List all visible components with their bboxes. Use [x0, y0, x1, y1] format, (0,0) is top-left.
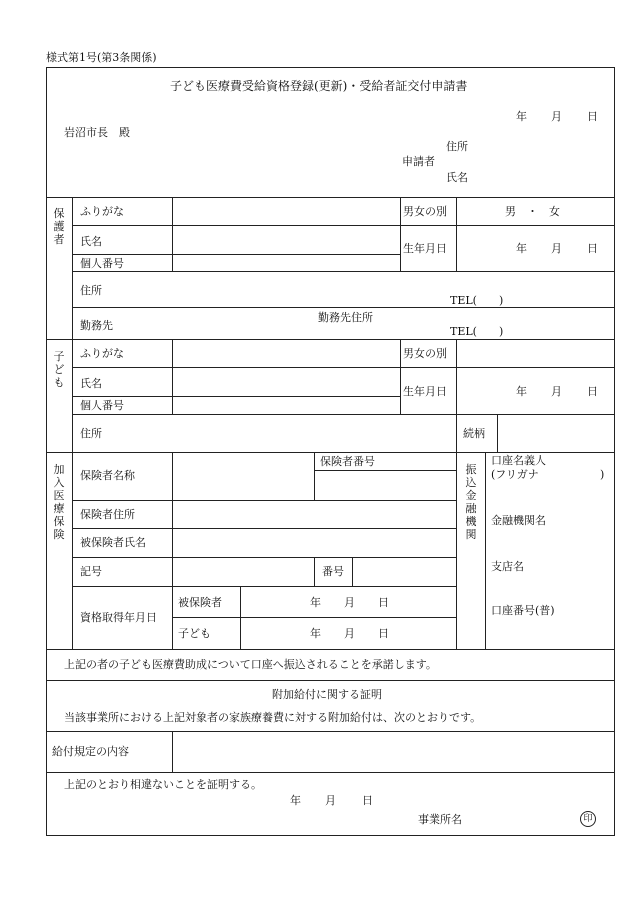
- insurer-name-label: 保険者名称: [80, 469, 135, 482]
- acquired-child-year: 年: [310, 627, 321, 640]
- applicant-label: 申請者: [402, 155, 435, 168]
- guardian-work-tel: TEL( ): [450, 325, 504, 338]
- guardian-sex-label: 男女の別: [403, 205, 447, 218]
- benefit-content-label: 給付規定の内容: [52, 745, 129, 758]
- number-label: 番号: [322, 565, 344, 578]
- insurance-section-label: 加入医療保険: [53, 463, 65, 541]
- child-name-label: 氏名: [80, 377, 102, 390]
- branch-label: 支店名: [491, 560, 524, 573]
- acquired-insured-year: 年: [310, 596, 321, 609]
- certificate-statement: 当該事業所における上記対象者の家族療養費に対する附加給付は、次のとおりです。: [64, 711, 482, 724]
- child-birth-month: 月: [551, 385, 562, 398]
- certificate-title: 附加給付に関する証明: [272, 688, 382, 701]
- insured-name-label: 被保険者氏名: [80, 536, 146, 549]
- addressee: 岩沼市長 殿: [64, 126, 130, 139]
- child-furigana-label: ふりがな: [80, 347, 124, 360]
- date-day-label: 日: [587, 110, 598, 123]
- attest-year: 年: [290, 794, 301, 807]
- child-section-label: 子ども: [53, 350, 65, 389]
- account-holder-label: 口座名義人: [491, 454, 546, 467]
- guardian-sex-options: 男 ・ 女: [505, 205, 560, 218]
- guardian-mynumber-label: 個人番号: [80, 257, 124, 270]
- form-title: 子ども医療費受給資格登録(更新)・受給者証交付申請書: [170, 79, 468, 93]
- acquired-child-month: 月: [344, 627, 355, 640]
- child-birth-day: 日: [587, 385, 598, 398]
- guardian-section-label: 保護者: [53, 207, 65, 246]
- account-holder-kana-close: ): [600, 468, 605, 481]
- child-address-label: 住所: [80, 427, 102, 440]
- guardian-furigana-label: ふりがな: [80, 205, 124, 218]
- guardian-workplace-address-label: 勤務先住所: [318, 311, 373, 324]
- attest-month: 月: [325, 794, 336, 807]
- child-sex-label: 男女の別: [403, 347, 447, 360]
- symbol-label: 記号: [80, 565, 102, 578]
- acquired-child-label: 子ども: [178, 627, 211, 640]
- guardian-workplace-label: 勤務先: [80, 319, 113, 332]
- guardian-address-label: 住所: [80, 284, 102, 297]
- applicant-address-label: 住所: [446, 140, 468, 153]
- office-name-label: 事業所名: [418, 813, 462, 826]
- guardian-birth-label: 生年月日: [403, 242, 447, 255]
- seal-mark: 印: [580, 811, 596, 827]
- acquired-insured-label: 被保険者: [178, 596, 222, 609]
- acquired-insured-day: 日: [378, 596, 389, 609]
- attest-text: 上記のとおり相違ないことを証明する。: [64, 778, 262, 791]
- form-number: 様式第1号(第3条関係): [46, 51, 157, 64]
- applicant-name-label: 氏名: [446, 171, 468, 184]
- bank-section-label: 振込金融機関: [465, 463, 477, 541]
- acquired-date-label: 資格取得年月日: [80, 611, 157, 624]
- child-mynumber-label: 個人番号: [80, 399, 124, 412]
- acquired-child-day: 日: [378, 627, 389, 640]
- bank-name-label: 金融機関名: [491, 514, 546, 527]
- account-holder-kana-label: (フリガナ: [491, 468, 539, 481]
- consent-text: 上記の者の子ども医療費助成について口座へ振込されることを承諾します。: [64, 658, 437, 671]
- attest-day: 日: [362, 794, 373, 807]
- child-relationship-label: 続柄: [463, 427, 485, 440]
- guardian-birth-day: 日: [587, 242, 598, 255]
- child-birth-label: 生年月日: [403, 385, 447, 398]
- date-year-label: 年: [516, 110, 527, 123]
- guardian-birth-year: 年: [516, 242, 527, 255]
- guardian-birth-month: 月: [551, 242, 562, 255]
- child-birth-year: 年: [516, 385, 527, 398]
- acquired-insured-month: 月: [344, 596, 355, 609]
- date-month-label: 月: [551, 110, 562, 123]
- insurer-address-label: 保険者住所: [80, 508, 135, 521]
- insurer-number-label: 保険者番号: [320, 455, 375, 468]
- guardian-tel: TEL( ): [450, 294, 504, 307]
- guardian-name-label: 氏名: [80, 235, 102, 248]
- account-number-label: 口座番号(普): [491, 604, 555, 617]
